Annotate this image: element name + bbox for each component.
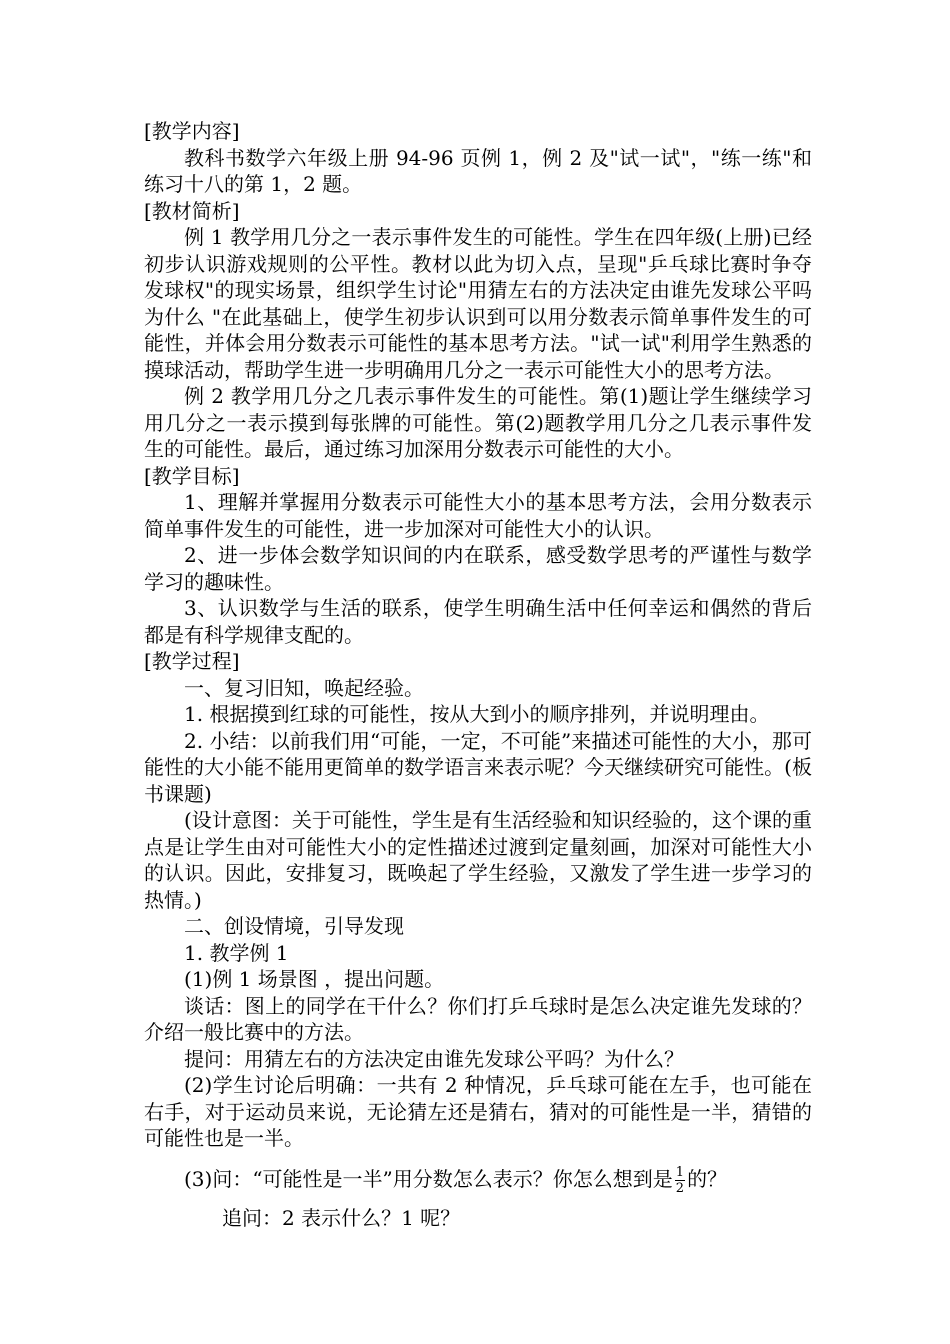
design-intent-paragraph: (设计意图：关于可能性，学生是有生活经验和知识经验的，这个课的重点是让学生由对可能性大小的定性描述过渡到定量刻画，加深对可能性大小的认识。因此，安排复习，既唤起了学生经验，又激发了学生进一步学习的热情。)	[144, 808, 812, 912]
process-paragraph: (2)学生讨论后明确：一共有 2 种情况，乒乓球可能在左手，也可能在右手，对于运动员来说，无论猜左还是猜右，猜对的可能性是一半，猜错的可能性也是一半。	[144, 1073, 812, 1150]
section-heading-process: [教学过程]	[144, 649, 240, 673]
section-heading-content: [教学内容]	[144, 119, 240, 143]
fraction-numerator: 1	[675, 1164, 685, 1180]
goal-item: 2、进一步体会数学知识间的内在联系，感受数学思考的严谨性与数学学习的趣味性。	[144, 543, 812, 594]
process-paragraph: 提问：用猜左右的方法决定由谁先发球公平吗？为什么？	[184, 1046, 684, 1071]
fraction-question-tail: 的？	[687, 1166, 728, 1191]
process-paragraph: 1. 教学例 1	[184, 940, 289, 965]
process-paragraph: 谈话：图上的同学在干什么？你们打乒乓球时是怎么决定谁先发球的？介绍一般比赛中的方法。	[144, 993, 812, 1044]
goal-item: 1、理解并掌握用分数表示可能性大小的基本思考方法，会用分数表示简单事件发生的可能性，进一步加深对可能性大小的认识。	[144, 490, 812, 541]
analysis-paragraph: 例 1 教学用几分之一表示事件发生的可能性。学生在四年级(上册)已经初步认识游戏规则的公平性。教材以此为切入点，呈现"乒乓球比赛时争夺发球权"的现实场景，组织学生讨论"用猜左右的方法决定由谁先发球公平吗 为什么 "在此基础上，使学生初步认识到可以用分数表示简单事件发生的可能性，并体会用分数表示可能性的基本思考方法。"试一试"利用学生熟悉的摸球活动，帮助学生进一步明确用几分之一表示可能性大小的思考方法。	[144, 225, 812, 382]
fraction-one-half	[675, 1166, 685, 1195]
analysis-paragraph: 例 2 教学用几分之几表示事件发生的可能性。第(1)题让学生继续学习用几分之一表示摸到每张牌的可能性。第(2)题教学用几分之几表示事件发生的可能性。最后，通过练习加深用分数表示可能性的大小。	[144, 384, 812, 461]
fraction-question	[144, 1164, 812, 1195]
content-paragraph: 教科书数学六年级上册 94-96 页例 1，例 2 及"试一试"，"练一练"和练习十八的第 1，2 题。	[144, 145, 812, 196]
process-paragraph: 一、复习旧知，唤起经验。	[184, 675, 424, 700]
section-heading-analysis: [教材简析]	[144, 198, 240, 223]
followup-question: 追问：2 表示什么？1 呢？	[222, 1205, 461, 1230]
fraction-question-text: (3)问：“可能性是一半”用分数怎么表示？你怎么想到是	[184, 1166, 673, 1191]
section-heading-goals: [教学目标]	[144, 463, 240, 488]
process-paragraph: 1. 根据摸到红球的可能性，按从大到小的顺序排列，并说明理由。	[184, 702, 770, 726]
process-paragraph: (1)例 1 场景图 ，提出问题。	[184, 967, 445, 991]
fraction-denominator: 2	[675, 1180, 685, 1196]
document-page	[144, 118, 812, 1233]
process-paragraph: 2. 小结：以前我们用“可能，一定，不可能”来描述可能性的大小，那可能性的大小能不能用更简单的数学语言来表示呢？今天继续研究可能性。(板书课题)	[144, 728, 812, 806]
goal-item: 3、认识数学与生活的联系，使学生明确生活中任何幸运和偶然的背后都是有科学规律支配的。	[144, 596, 812, 647]
process-paragraph: 二、创设情境，引导发现	[184, 914, 404, 938]
